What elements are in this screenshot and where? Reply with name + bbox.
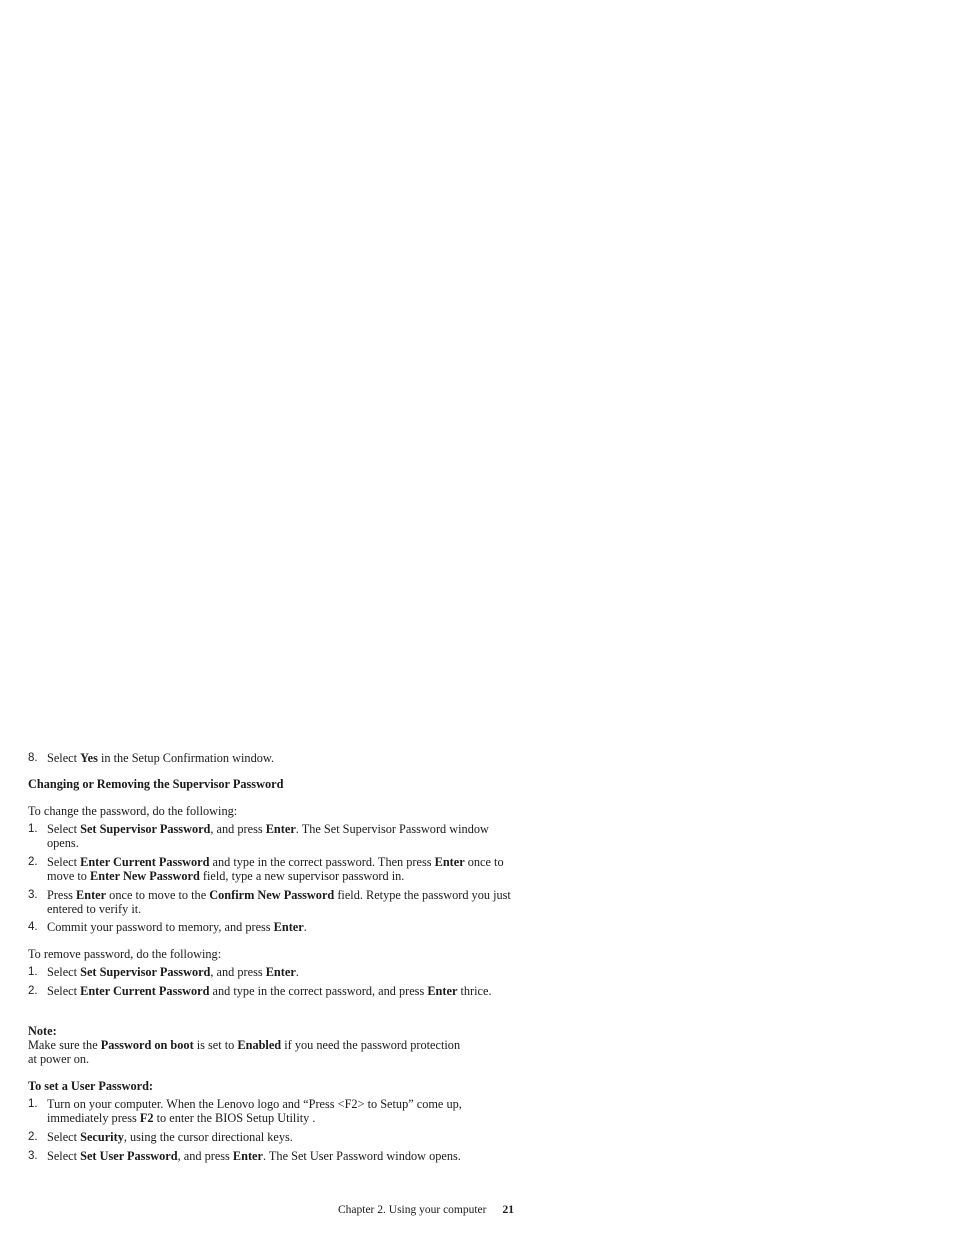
page-number: 21 bbox=[502, 1204, 514, 1216]
step-text: Select Security, using the cursor directional keys. bbox=[47, 1130, 293, 1144]
bold-term: F2 bbox=[139, 1111, 154, 1126]
page-footer bbox=[300, 1203, 514, 1217]
step-number: 1. bbox=[28, 823, 38, 835]
step-text: Select Set User Password, and press Enter. The Set User Password window opens. bbox=[47, 1149, 461, 1163]
bold-term: Enter bbox=[76, 888, 107, 902]
bold-term: Enter Current Password bbox=[80, 984, 210, 998]
bold-term: Enter New Password bbox=[90, 869, 200, 884]
bold-term: Enter bbox=[232, 1149, 263, 1163]
bold-term: Set User Password bbox=[80, 1149, 178, 1163]
step-number: 4. bbox=[28, 921, 38, 933]
step-number: 2. bbox=[28, 856, 38, 868]
change-intro: To change the password, do the following: bbox=[28, 804, 238, 818]
note-label: Note: bbox=[28, 1024, 57, 1038]
bold-term: Enter Current Password bbox=[80, 855, 210, 869]
bold-term: Enter bbox=[427, 984, 458, 998]
step-number: 2. bbox=[28, 1131, 38, 1143]
footer-chapter-title: Chapter 2. Using your computer bbox=[337, 1204, 487, 1216]
step-text: Select Yes in the Setup Confirmation window. bbox=[47, 751, 275, 765]
step-text: Select Enter Current Password and type in the correct password, and press Enter thrice. bbox=[47, 984, 492, 998]
step-number: 2. bbox=[28, 985, 38, 997]
bold-term: Yes bbox=[80, 751, 98, 765]
bold-term: Enter bbox=[273, 920, 304, 934]
remove-intro: To remove password, do the following: bbox=[28, 947, 222, 961]
step-number: 8. bbox=[28, 752, 38, 764]
user-password-heading: To set a User Password: bbox=[28, 1079, 154, 1093]
bold-term: Security bbox=[80, 1130, 124, 1144]
step-number: 1. bbox=[28, 1098, 38, 1110]
bold-term: Enter bbox=[265, 822, 296, 836]
bold-term: Enter bbox=[265, 965, 296, 979]
step-text: Select Set Supervisor Password, and press Enter. bbox=[47, 965, 299, 979]
bold-term: Password on boot bbox=[100, 1038, 194, 1052]
step-number: 1. bbox=[28, 966, 38, 978]
step-text: Commit your password to memory, and press Enter. bbox=[47, 920, 307, 934]
step-number: 3. bbox=[28, 1150, 38, 1162]
step-text: Select Enter Current Password and type in the correct password. Then press Enter once to move to Enter New Password field, type a new supervisor password in. bbox=[47, 855, 504, 884]
section-heading-change-supervisor: Changing or Removing the Supervisor Password bbox=[28, 777, 284, 791]
step-text: Press Enter once to move to the Confirm New Password field. Retype the password you just entered to verify it. bbox=[47, 888, 511, 917]
bold-term: Enabled bbox=[237, 1038, 282, 1052]
bold-term: Set Supervisor Password bbox=[80, 822, 211, 836]
note-text: Make sure the Password on boot is set to Enabled if you need the password protection at power on. bbox=[28, 1038, 461, 1067]
bold-term: Enter bbox=[434, 855, 465, 869]
step-text: Turn on your computer. When the Lenovo logo and “Press <F2> to Setup” come up, immediately press F2 to enter the BIOS Setup Utility . bbox=[47, 1097, 462, 1126]
step-text: Select Set Supervisor Password, and press Enter. The Set Supervisor Password window opens. bbox=[47, 822, 489, 851]
step-number: 3. bbox=[28, 889, 38, 901]
bold-term: Confirm New Password bbox=[209, 888, 335, 902]
bold-term: Set Supervisor Password bbox=[80, 965, 211, 979]
